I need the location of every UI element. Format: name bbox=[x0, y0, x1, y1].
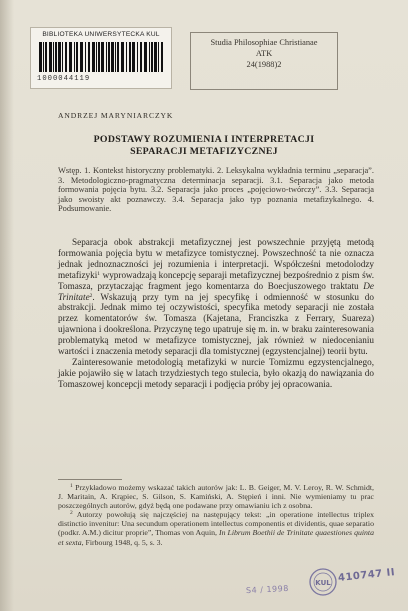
body-text-run: . Wskazują przy tym na jej specyfikę i odmienność w stosunku do abstrakcji. Jednak mimo tej oczywistości, specyfika metody separacji nie została przez komentatorów św. Tomasza (Kajetana, Franciszka z Ferrary, Suareza) ujawniona i dookreślona. Przyczynę tego upatruje się m. in. w braku zainteresowania problematyką metod w metafizyce tomistycznej, jak również w niedocenianiu wartości i znaczenia metody separacji dla tomistycznej (egzystencjalnej) teorii bytu. bbox=[58, 291, 374, 357]
barcode-bar bbox=[117, 42, 119, 72]
barcode-bar bbox=[111, 42, 114, 72]
barcode-bar bbox=[76, 42, 78, 72]
footnote-cited-work: In Librum Boethii de Trinitate quaestiones quinta et sexta bbox=[58, 528, 374, 547]
barcode-bar bbox=[137, 42, 138, 72]
barcode-bar bbox=[144, 42, 147, 72]
barcode-bar bbox=[154, 42, 157, 72]
journal-citation-box bbox=[190, 32, 338, 90]
footnote-mark-2: 2 bbox=[70, 510, 73, 517]
barcode-bar bbox=[151, 42, 153, 72]
barcode-bar bbox=[126, 42, 127, 72]
barcode-number: 1000044119 bbox=[37, 75, 91, 83]
barcode-bar bbox=[106, 42, 107, 72]
journal-title: Studia Philosophiae Christianae bbox=[210, 38, 318, 47]
barcode-bar bbox=[43, 42, 44, 72]
article-body bbox=[58, 237, 374, 390]
barcode-bar bbox=[121, 42, 124, 72]
barcode-bar bbox=[149, 42, 150, 72]
article-author: ANDRZEJ MARYNIARCZYK bbox=[58, 111, 174, 120]
barcode-bar bbox=[101, 42, 104, 72]
barcode-bar bbox=[92, 42, 95, 72]
barcode-bar bbox=[53, 42, 54, 72]
footnote-2 bbox=[58, 510, 374, 546]
barcode-bar bbox=[80, 42, 83, 72]
barcode-bar bbox=[108, 42, 110, 72]
barcode-bar bbox=[74, 42, 75, 72]
body-text-run: Separacja obok abstrakcji metafizycznej jest powszechnie przyjętą metodą formowania pojęcia bytu w metafizyce tomistycznej. Powszechność ta nie oznacza jednak jednoznaczności jej rozumienia i interpretacji. Współcześni metodolodzy metafizyki bbox=[58, 237, 374, 280]
footnote-ref-2: 2 bbox=[89, 292, 93, 299]
cited-work-title: De Trinitate bbox=[58, 280, 374, 302]
barcode-bar bbox=[55, 42, 57, 72]
barcode-image bbox=[37, 42, 165, 72]
barcode-bar bbox=[98, 42, 100, 72]
barcode-bar bbox=[45, 42, 47, 72]
barcode-bar bbox=[49, 42, 52, 72]
barcode-bar bbox=[65, 42, 67, 72]
barcode-bar bbox=[158, 42, 159, 72]
barcode-bar bbox=[129, 42, 131, 72]
barcode-bar bbox=[96, 42, 97, 72]
scan-edge-shadow bbox=[0, 0, 14, 611]
article-title-line-1: PODSTAWY ROZUMIENIA I INTERPRETACJI bbox=[93, 134, 315, 145]
footnote-1 bbox=[58, 483, 374, 510]
body-paragraph-1 bbox=[58, 237, 374, 357]
handwritten-shelf-code: S4 / 1998 bbox=[245, 583, 290, 596]
body-text-run: wyprowadzają koncepcję separaji metafizycznej bezpośrednio z pism św. Tomasza, przytaczając fragment jego komentarza do Boecjuszowego traktatu bbox=[58, 269, 374, 291]
barcode-bar bbox=[115, 42, 116, 72]
svg-text:KUL: KUL bbox=[315, 579, 331, 587]
barcode-bar bbox=[58, 42, 61, 72]
barcode-bar bbox=[62, 42, 63, 72]
footnote-text: , Firbourg 1948, q. 5, s. 3. bbox=[81, 537, 163, 547]
footnote-mark-1: 1 bbox=[70, 483, 73, 489]
kul-seal-stamp bbox=[308, 567, 338, 597]
article-title bbox=[40, 134, 368, 158]
body-paragraph-2: Zainteresowanie metodologią metafizyki w nurcie Tomizmu egzystencjalnego, jakie pojawiło się w latach trzydziestych tego stulecia, było okazją do nawiązania do Tomaszowej koncepcji metody separacji i podjęcia próby jej opracowania. bbox=[58, 356, 374, 389]
journal-publisher: ATK bbox=[255, 49, 273, 58]
footnote-text: Autorzy powołują się najczęściej na następujący tekst: „in operatione intellectus triplex distinctio invenitur: Una secundum operationem intellectus componentis et dividentis, quae separatio (podkr. A.M.) dicitur proprie”, Thomas von Aquin, bbox=[58, 510, 374, 538]
barcode-bar bbox=[39, 42, 42, 72]
barcode-bar bbox=[88, 42, 90, 72]
barcode-bar bbox=[69, 42, 72, 72]
library-name: BIBLIOTEKA UNIWERSYTECKA KUL bbox=[42, 31, 160, 38]
barcode-bar bbox=[132, 42, 135, 72]
barcode-bar bbox=[140, 42, 142, 72]
footnote-ref-1: 1 bbox=[97, 270, 101, 277]
barcode-bar bbox=[161, 42, 163, 72]
journal-issue: 24(1988)2 bbox=[246, 60, 282, 69]
article-title-line-2: SEPARACJI METAFIZYCZNEJ bbox=[130, 146, 278, 157]
footnotes bbox=[58, 483, 374, 547]
barcode-bar bbox=[85, 42, 86, 72]
footnote-text: Przykładowo możemy wskazać takich autorów jak: L. B. Geiger, M. V. Leroy, R. W. Schmidt, J. Maritain, A. Krąpiec, S. Gilson, S. Kamiński, A. Stępień i inni. Nie wymieniamy tu prac poszczególnych autorów, gdyż będą one podawane przy omawianiu ich z osobna. bbox=[58, 483, 374, 511]
footnote-divider bbox=[58, 479, 122, 480]
table-of-contents: Wstęp. 1. Kontekst historyczny problematyki. 2. Leksykalna wykładnia terminu „separacja”. 3. Metodologiczno-pragmatyczna determinacja separacji. 3.1. Separacja jako metoda formowania pojęcia bytu. 3.2. Separacja jako proces „pojęciowo-twórczy”. 3.3. Separacja jako swoisty akt poznawczy. 3.4. Separacja jako typ poznania metafizykalnego. 4. Podsumowanie. bbox=[58, 166, 374, 214]
inventory-number-stamp: 410747 II bbox=[337, 567, 396, 584]
